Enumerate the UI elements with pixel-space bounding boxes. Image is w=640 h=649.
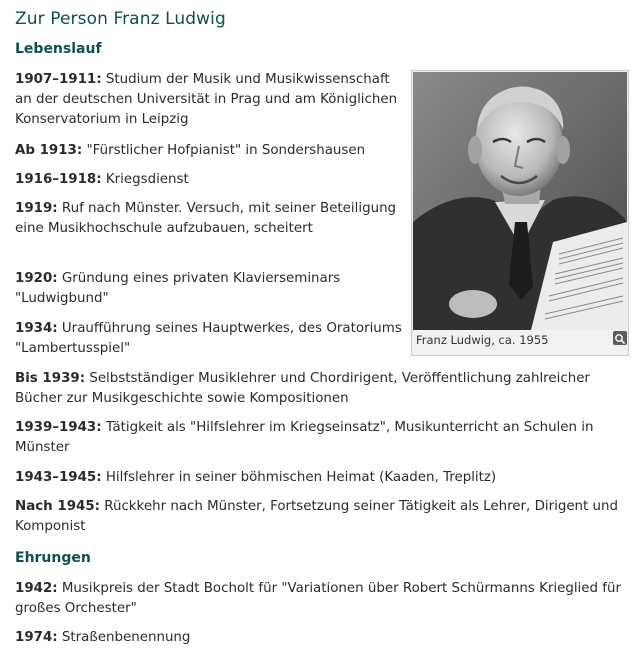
section-heading-ehrungen: Ehrungen (15, 550, 91, 566)
cv-entry-1939 (15, 369, 635, 409)
cv-entry-1907 (15, 70, 407, 130)
cv-entry-1913 (15, 141, 407, 161)
cv-entry-text: "Fürstlicher Hofpianist" in Sondershausen (82, 143, 366, 158)
cv-entry-year: 1920: (15, 271, 58, 286)
portrait-photo[interactable] (413, 72, 627, 330)
portrait-caption: Franz Ludwig, ca. 1955 (416, 333, 549, 347)
section-heading-lebenslauf: Lebenslauf (15, 41, 102, 57)
cv-entry-1945 (15, 497, 635, 537)
cv-entry-year: Ab 1913: (15, 143, 83, 158)
cv-entry-text: Kriegsdienst (101, 172, 189, 187)
cv-entry-year: 1919: (15, 201, 58, 216)
cv-entry-year: Nach 1945: (15, 499, 100, 514)
cv-entry-year: 1939–1943: (15, 420, 102, 435)
cv-entry-text: Tätigkeit als "Hilfslehrer im Kriegseinsatz", Musikunterricht an Schulen in Münster (15, 420, 594, 455)
cv-entry-1916 (15, 170, 407, 190)
cv-entry-1939-1943 (15, 418, 635, 458)
cv-entry-1943-1945 (15, 468, 635, 488)
cv-entry-year: 1943–1945: (15, 470, 102, 485)
cv-entry-text: Gründung eines privaten Klavierseminars "Ludwigbund" (15, 271, 341, 306)
portrait-figure (411, 70, 629, 356)
honor-entry-year: 1942: (15, 581, 58, 596)
page-title: Zur Person Franz Ludwig (15, 9, 226, 29)
cv-entry-text: Uraufführung seines Hauptwerkes, des Oratoriums "Lambertusspiel" (15, 321, 402, 356)
cv-entry-1919 (15, 199, 407, 239)
cv-entry-year: 1934: (15, 321, 58, 336)
cv-entry-year: Bis 1939: (15, 371, 86, 386)
cv-entry-text: Selbstständiger Musiklehrer und Chordirigent, Veröffentlichung zahlreicher Bücher zur Musikgeschichte sowie Kompositionen (15, 371, 590, 406)
honor-entry-text: Straßenbenennung (57, 630, 191, 645)
honor-entry-year: 1974: (15, 630, 58, 645)
cv-entry-year: 1916–1918: (15, 172, 102, 187)
honor-entry-text: Musikpreis der Stadt Bocholt für "Variationen über Robert Schürmanns Krieglied für großes Orchester" (15, 581, 621, 616)
cv-entry-text: Ruf nach Münster. Versuch, mit seiner Beteiligung eine Musikhochschule aufzubauen, scheitert (15, 201, 397, 236)
cv-entry-1920 (15, 269, 407, 309)
cv-entry-text: Rückkehr nach Münster, Fortsetzung seiner Tätigkeit als Lehrer, Dirigent und Komponist (15, 499, 619, 534)
cv-entry-text: Studium der Musik und Musikwissenschaft an der deutschen Universität in Prag und am Königlichen Konservatorium in Leipzig (15, 72, 398, 127)
cv-entry-text: Hilfslehrer in seiner böhmischen Heimat (Kaaden, Treplitz) (101, 470, 497, 485)
cv-entry-year: 1907–1911: (15, 72, 102, 87)
cv-entry-1934 (15, 319, 407, 359)
portrait-image (413, 72, 627, 330)
magnifier-icon[interactable] (613, 331, 627, 345)
honor-entry-1974 (15, 628, 635, 648)
honor-entry-1942 (15, 579, 635, 619)
